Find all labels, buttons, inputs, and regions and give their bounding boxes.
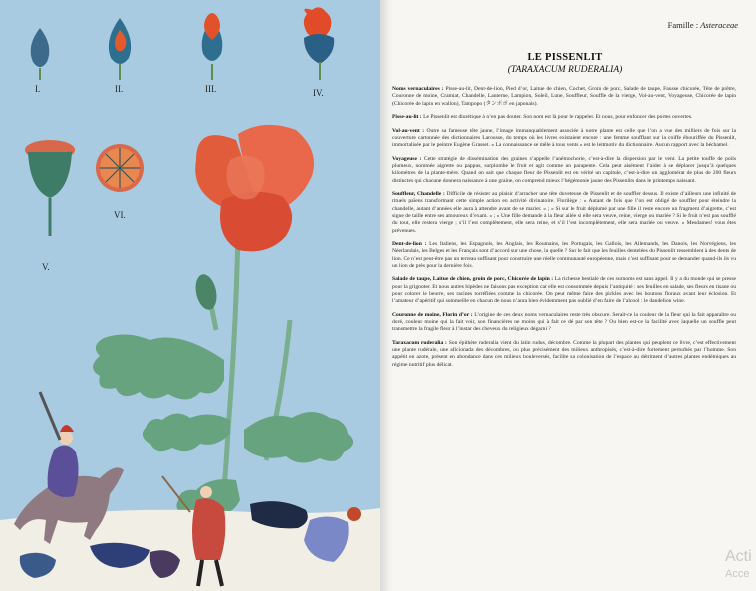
seed-pod-stage-6 [96,144,144,192]
section-paragraph [392,241,736,270]
watermark-line-2: Acce [725,568,750,580]
family-header [668,20,738,30]
section-paragraph [392,114,736,121]
poppy-bud [192,272,219,311]
section-paragraph [392,312,736,334]
section-text: Le Pissenlit est diurétique à n’en pas douter. Son nom est là pour le rappeler. Et nous, pour enfoncer des portes ouvertes. [421,114,693,121]
seed-pod-stage-5 [25,140,75,236]
numeral-4: IV. [313,88,324,98]
section-heading: Couronne de moine, Florin d’or : [392,311,473,318]
section-text: Les Italiens, les Espagnols, les Anglais, les Roumains, les Portugais, les Gallois, les Allemands, les Danois, les Norvégiens, les Néerlandais, les Belges et les Français sont d’accord sur une chose, la quelle ? Sur le fait que les feuilles dentelées du Pissenlit ressemblent à des dents de lion. Ce n’est peut-être pas un terreau suffisant pour construire une réelle communauté européenne, mais c’est suffisant pour se demander quand-ils ils vu un lion de près pour la dernière fois. [392,240,737,269]
numeral-6: VI. [114,210,126,220]
bud-stage-2 [109,18,131,80]
bud-stage-3 [202,13,223,80]
section-text: Cette stratégie de dissémination des graines s’appelle l’anémochorie, c’est-à-dire la dispersion par le vent. La petite touffe de poils plumeux, nommée aigrette ou pappus, surplombe le fruit et agit comme un parapente. Cela peut aisément l’aider à se déplacer jusqu’à quelques kilomètres de la plante-mère. Quand on sait que chaque fleur de Pissenlit est en vérité un capitule, c’est-à-dire un agglomérat de plus de 200 fleurs distinctes qui chacune donnera naissance à une graine, on comprend mieux l’hégémonie jaune des Pissenlits dans le printemps naissant. [392,155,736,184]
section-heading: Salade de taupe, Laitue de chien, groin de porc, Chicorée de lapin : [392,276,554,283]
page-subtitle: (TARAXACUM RUDERALIA) [507,65,623,75]
section-heading: Vol-au-vent : [392,127,425,134]
section-text: Son épithète ruderalia vient du latin rudus, décombre. Comme la plupart des plantes qui peuplent ce livre, c’est effectivement une plante rudérale, une aficionada des décombres, ou plus précisément des milieux anthropisés, c’est-à-dire fortement perturbés par l’homme. Son appétit en azote, présent en abondance dans ces milieux bouleversés, facilite sa colonisation de l’espace au détriment d’autres plantes endémiques au régime nutritif plus délicat. [392,339,736,368]
bud-stage-1 [31,28,50,80]
section-text: Outre sa fameuse tête jaune, l’image immanquablement associée à notre plante est celle que l’on a vue des milliers de fois sur la couverture cartonnée des dictionnaires Larousse, du temps où les livres existaient encore : une femme soufflant sur la coiffe ébouriffée du Pissenlit, immortalisée par le peintre Eugène Grasset. « La connaissance se mêle à tous vents » est le leitmotiv du dictionnaire. Aucun rapport avec la béchamel. [392,127,736,149]
section-paragraph [392,156,736,185]
numeral-5: V. [42,262,50,272]
section-paragraph [392,276,736,305]
bud-stage-4 [304,7,334,80]
section-paragraph [392,128,736,150]
section-heading: Taraxacum ruderalia : [392,339,447,346]
watermark-line-1: Acti [725,548,752,565]
section-paragraph [392,86,736,108]
numeral-3: III. [205,84,217,94]
section-text: L’origine de ces deux noms vernaculaires reste très obscure. Serait-ce la couleur de la fleur qui la fait apparaître ou doré, couleur moine qui la fait voir, son financières ne moins qui à fait ce dé par son tête ? Ou bien est-ce la facilité avec laquelle un souffle peut transmettre la fragile fleur à l’instar des cheveux du religieux dégarni ? [392,311,736,333]
family-label: Famille : [667,20,699,30]
numeral-2: II. [115,84,124,94]
section-heading: Dent-de-lion : [392,240,427,247]
book-gutter [380,0,390,591]
family-name: Asteraceae [700,20,738,30]
numeral-1: I. [35,84,41,94]
poppy-flower [195,125,314,252]
poppy-leaves [93,334,353,519]
activation-watermark [725,548,752,580]
section-heading: Noms vernaculaires : [392,86,444,92]
section-paragraph [392,340,736,369]
section-heading: Pisse-au-lit : [392,114,422,121]
page-title: LE PISSENLIT [527,52,603,63]
section-paragraph [392,191,736,235]
section-text: La richesse bestiale de ces surnoms est sans appel. Il y a du monde qui se presse pour la grignoter. Et nous autres bipèdes ne faisons pas exception car elle est consommée depuis l’antiquité : ses feuilles en salade, ses fleurs en tisane ou pour colorer le beurre, ses racines torréfiées comme la chicorée. On peut même faire des pickles avec les boutons floraux avant leur éclosion. Et l’amateur d’apéritif qui sommeille en chacun de nous n’aura bien évidemment pas oublié d’en faire de l’alcool : le dandelion wine. [392,276,736,305]
section-heading: Souffleur, Chandelle : [392,191,445,198]
article-body [392,86,736,375]
section-text: Difficile de résister au plaisir d’arracher une tête duveteuse de Pissenlit et de souffler dessus. Il existe d’ailleurs une infinité de rituels païens transformant cette simple action en activité divinatoire. Florilège : « Autant de fois que l’on est obligé de souffler pour éteindre la chandelle, autant d’années elle aura à attendre avant de se marier. » ; « Si sur le fruit déplumé par une fille il reste encore un fragment d’aigrette, c’est signe de taille entre ses amoureux d’exam. » ; « Une fille demande à la fleur ailée si elle sera veuve, reine, vierge ou mariée ? Si le fruit n’est pas soufflé du tout, elle restera vierge ; s’il l’est complètement, elle sera reine, et s’il l’est incomplètement, elle sera mariée ou veuve. » Mesdames! vous êtes prévenues. [392,191,736,234]
section-text: Pisse-au-lit, Dent-de-lion, Pied d’or, Laitue de chien, Cochet, Groin de porc, Salade de taupe, Fausse chicorée, Tête de prêtre, Couronne de moine, Cramiat, Chandelle, Lanterne, Lampion, Soleil, Lune, Souffleur, Souffle de la vierge, Vol-au-vent, Voyageuse, Chicorée de lapin (Chicorée de lapin en wallon), Tampopo (タンポポ en japonais). [392,86,737,107]
section-heading: Voyageuse : [392,155,422,162]
